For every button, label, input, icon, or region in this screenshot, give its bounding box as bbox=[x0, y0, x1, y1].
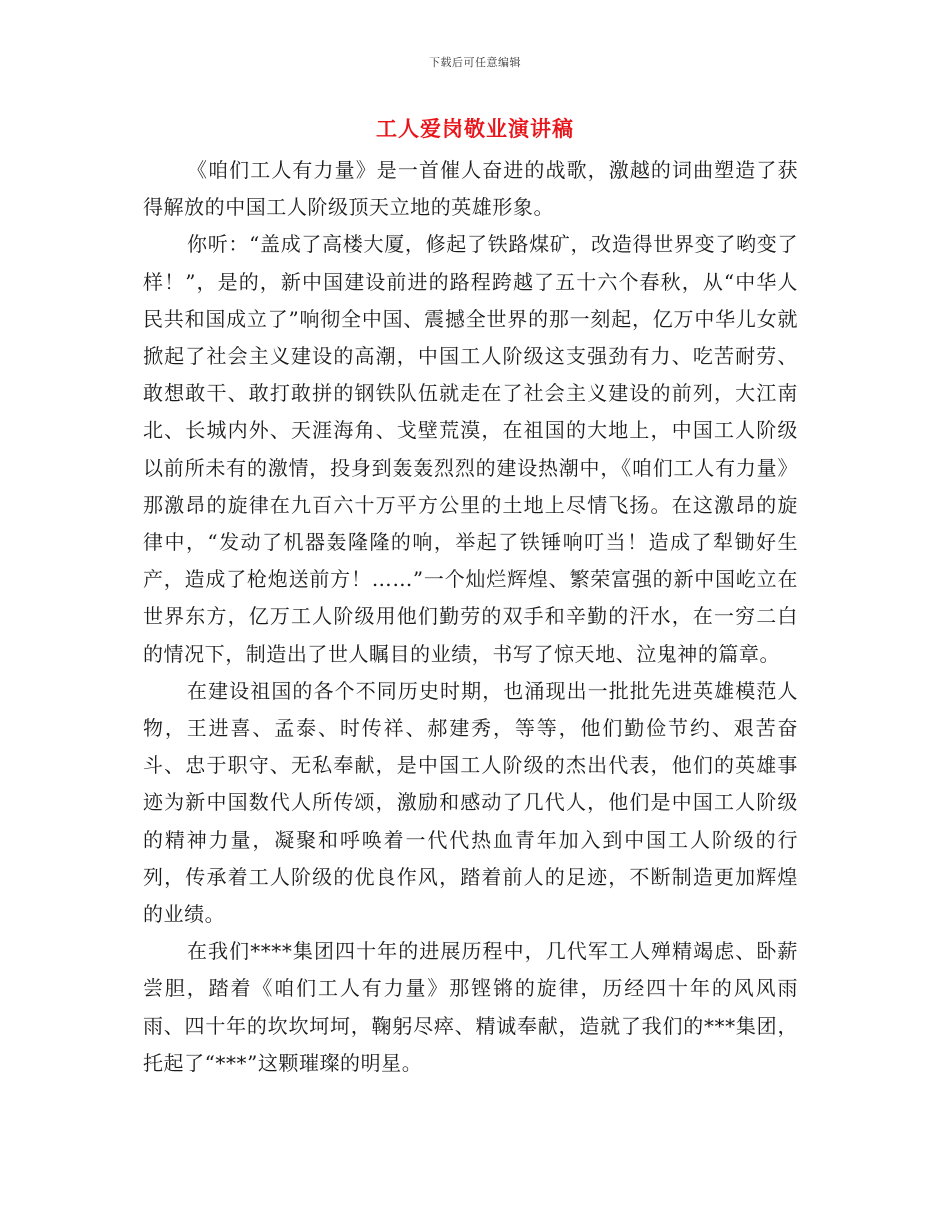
paragraph-4: 在我们****集团四十年的进展历程中，几代军工人殚精竭虑、卧薪尝胆，踏着《咱们工人有力量》那铿锵的旋律，历经四十年的风风雨雨、四十年的坎坎坷坷，鞠躬尽瘁、精诚奉献，造就了我们的***集团，托起了“***”这颗璀璨的明星。 bbox=[143, 939, 798, 1075]
header-note: 下载后可任意编辑 bbox=[429, 56, 521, 69]
paragraph-2: 你听：“盖成了高楼大厦，修起了铁路煤矿，改造得世界变了哟变了样！”，是的，新中国建设前进的路程跨越了五十六个春秋，从“中华人民共和国成立了”响彻全中国、震撼全世界的那一刻起，亿万中华儿女就掀起了社会主义建设的高潮，中国工人阶级这支强劲有力、吃苦耐劳、敢想敢干、敢打敢拼的钢铁队伍就走在了社会主义建设的前列，大江南北、长城内外、天涯海角、戈壁荒漠，在祖国的大地上，中国工人阶级以前所未有的激情，投身到轰轰烈烈的建设热潮中，《咱们工人有力量》那激昂的旋律在九百六十万平方公里的土地上尽情飞扬。在这激昂的旋律中，“发动了机器轰隆隆的响，举起了铁锤响叮当！造成了犁锄好生产，造成了枪炮送前方！……”一个灿烂辉煌、繁荣富强的新中国屹立在世界东方，亿万工人阶级用他们勤劳的双手和辛勤的汗水，在一穷二白的情况下，制造出了世人瞩目的业绩，书写了惊天地、泣鬼神的篇章。 bbox=[143, 232, 798, 666]
paragraph-1: 《咱们工人有力量》是一首催人奋进的战歌，激越的词曲塑造了获得解放的中国工人阶级顶天立地的英雄形象。 bbox=[143, 158, 798, 220]
document-title: 工人爱岗敬业演讲稿 bbox=[376, 117, 574, 141]
document-body bbox=[143, 152, 798, 1082]
paragraph-3: 在建设祖国的各个不同历史时期，也涌现出一批批先进英雄模范人物，王进喜、孟泰、时传祥、郝建秀，等等，他们勤俭节约、艰苦奋斗、忠于职守、无私奉献，是中国工人阶级的杰出代表，他们的英雄事迹为新中国数代人所传颂，激励和感动了几代人，他们是中国工人阶级的精神力量，凝聚和呼唤着一代代热血青年加入到中国工人阶级的行列，传承着工人阶级的优良作风，踏着前人的足迹，不断制造更加辉煌的业绩。 bbox=[143, 678, 798, 927]
